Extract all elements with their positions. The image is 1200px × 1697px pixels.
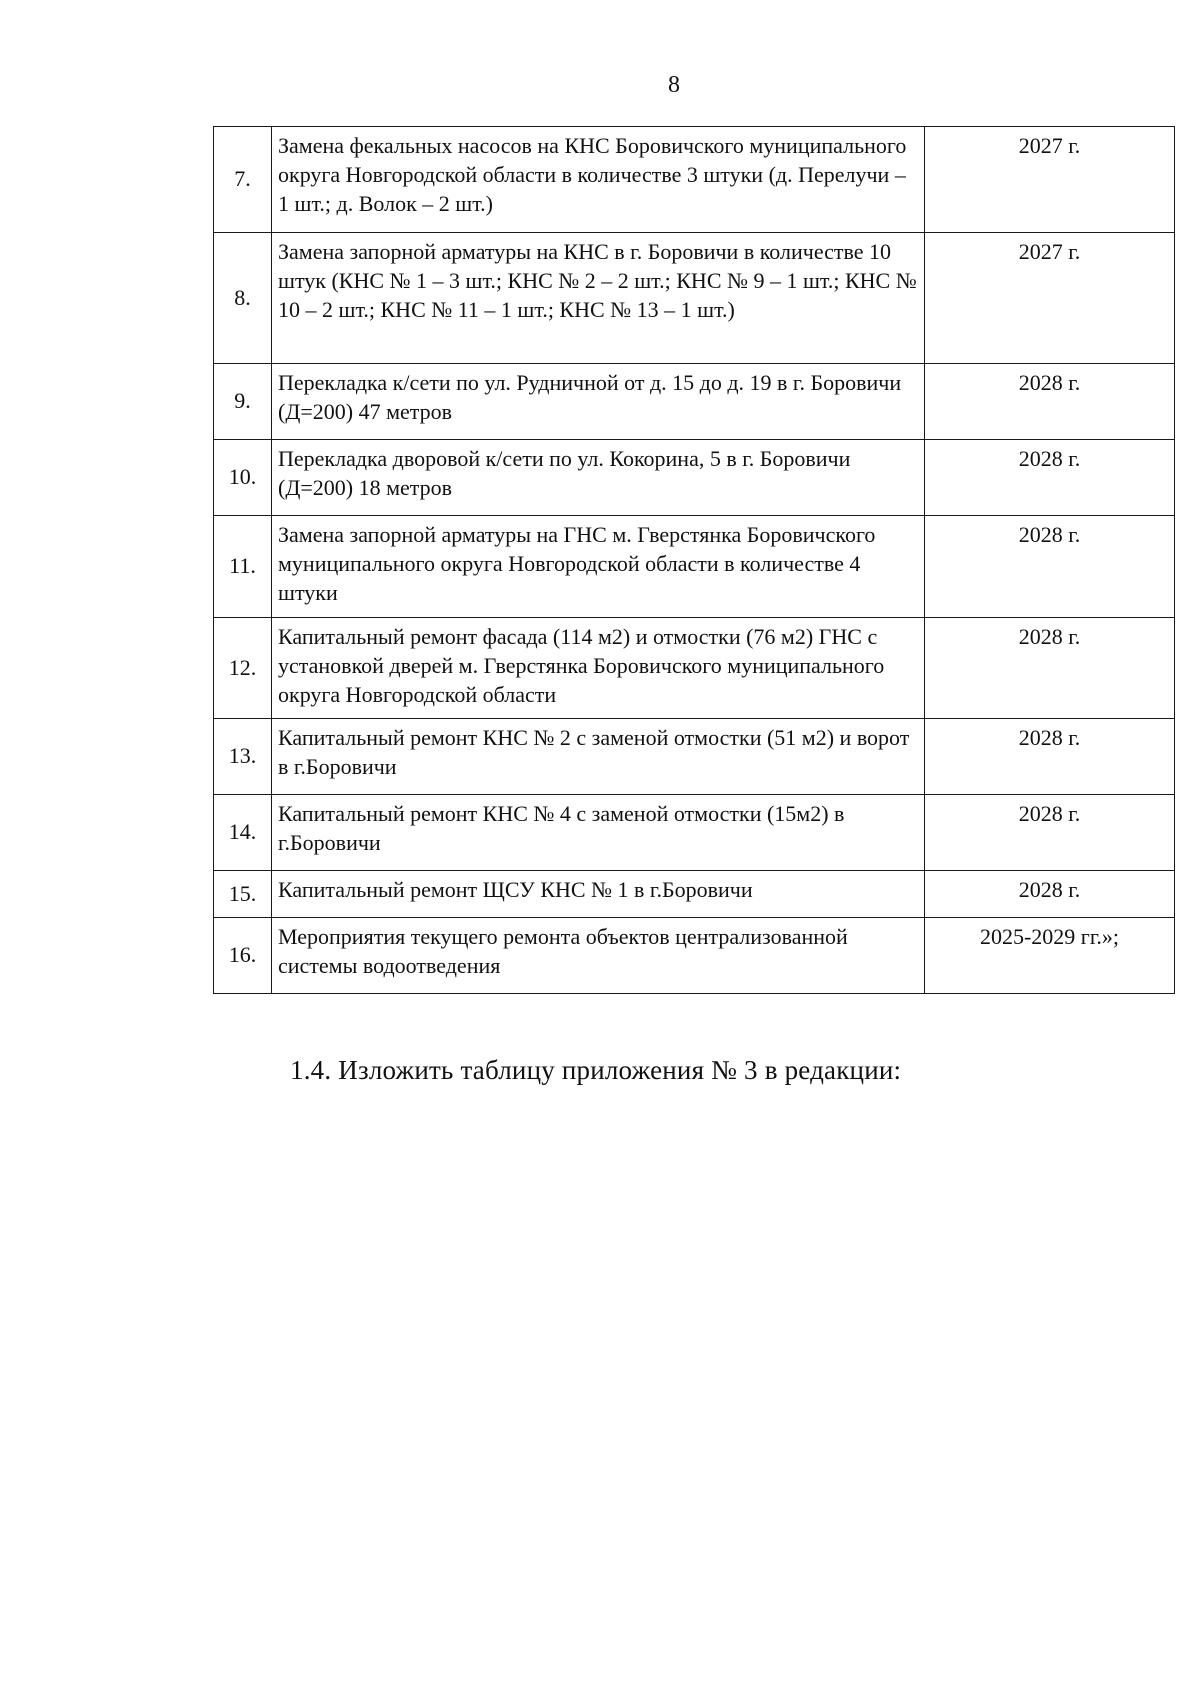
works-table-body	[214, 127, 1175, 994]
row-year: 2027 г.	[925, 127, 1175, 233]
page-number: 8	[668, 72, 680, 98]
row-description: Замена запорной арматуры на ГНС м. Гверстянка Боровичского муниципального округа Новгородской области в количестве 4 штуки	[272, 516, 925, 618]
row-description: Мероприятия текущего ремонта объектов централизованной системы водоотведения	[272, 918, 925, 994]
row-description: Замена фекальных насосов на КНС Боровичского муниципального округа Новгородской области в количестве 3 штуки (д. Перелучи – 1 шт.; д. Волок – 2 шт.)	[272, 127, 925, 233]
row-year: 2028 г.	[925, 440, 1175, 516]
table-row	[214, 719, 1175, 795]
table-row	[214, 618, 1175, 719]
table-row	[214, 440, 1175, 516]
row-description: Перекладка к/сети по ул. Рудничной от д. 15 до д. 19 в г. Боровичи (Д=200) 47 метров	[272, 364, 925, 440]
row-year: 2028 г.	[925, 364, 1175, 440]
table-row	[214, 918, 1175, 994]
row-description: Капитальный ремонт ЩСУ КНС № 1 в г.Боровичи	[272, 871, 925, 918]
table-row	[214, 233, 1175, 364]
row-number: 7.	[214, 127, 272, 233]
row-year: 2028 г.	[925, 795, 1175, 871]
table-row	[214, 516, 1175, 618]
row-year: 2028 г.	[925, 871, 1175, 918]
row-year: 2028 г.	[925, 516, 1175, 618]
row-number: 16.	[214, 918, 272, 994]
row-year: 2027 г.	[925, 233, 1175, 364]
row-year: 2028 г.	[925, 618, 1175, 719]
table-row	[214, 127, 1175, 233]
row-description: Капитальный ремонт фасада (114 м2) и отмостки (76 м2) ГНС с установкой дверей м. Гверстянка Боровичского муниципального округа Новгородской области	[272, 618, 925, 719]
row-number: 8.	[214, 233, 272, 364]
row-number: 15.	[214, 871, 272, 918]
row-number: 12.	[214, 618, 272, 719]
row-year: 2025-2029 гг.»;	[925, 918, 1175, 994]
row-year: 2028 г.	[925, 719, 1175, 795]
works-table	[213, 126, 1175, 994]
row-description: Капитальный ремонт КНС № 4 с заменой отмостки (15м2) в г.Боровичи	[272, 795, 925, 871]
row-number: 10.	[214, 440, 272, 516]
row-number: 11.	[214, 516, 272, 618]
table-row	[214, 364, 1175, 440]
instruction-paragraph: 1.4. Изложить таблицу приложения № 3 в редакции:	[290, 1055, 902, 1085]
row-description: Замена запорной арматуры на КНС в г. Боровичи в количестве 10 штук (КНС № 1 – 3 шт.; КНС № 2 – 2 шт.; КНС № 9 – 1 шт.; КНС № 10 – 2 шт.; КНС № 11 – 1 шт.; КНС № 13 – 1 шт.)	[272, 233, 925, 364]
table-row	[214, 871, 1175, 918]
row-number: 9.	[214, 364, 272, 440]
row-description: Перекладка дворовой к/сети по ул. Кокорина, 5 в г. Боровичи (Д=200) 18 метров	[272, 440, 925, 516]
table-row	[214, 795, 1175, 871]
row-number: 13.	[214, 719, 272, 795]
row-number: 14.	[214, 795, 272, 871]
row-description: Капитальный ремонт КНС № 2 с заменой отмостки (51 м2) и ворот в г.Боровичи	[272, 719, 925, 795]
